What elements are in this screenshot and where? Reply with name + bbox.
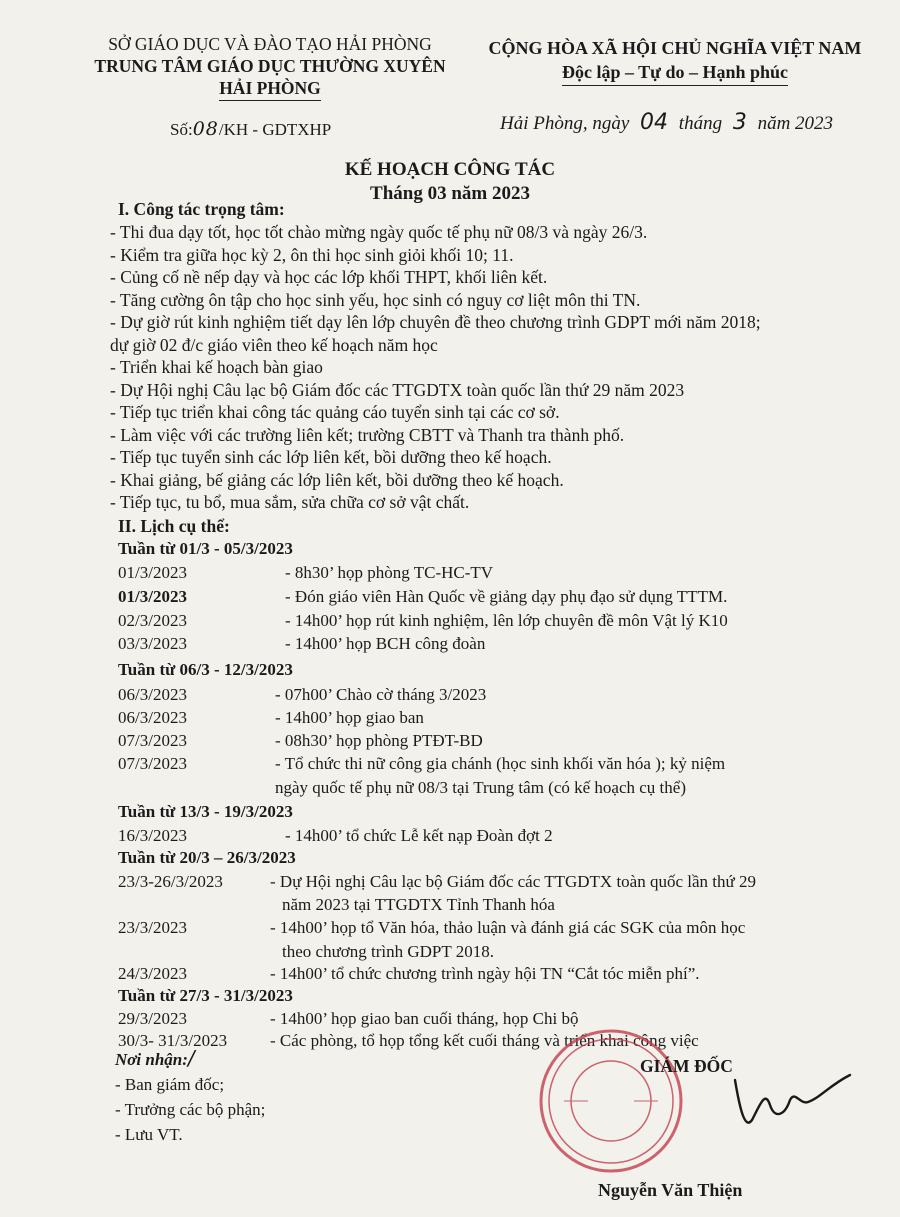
recipient-item: - Trưởng các bộ phận; <box>115 1100 266 1119</box>
signature-title: GIÁM ĐỐC <box>640 1056 733 1076</box>
recipient-item: - Ban giám đốc; <box>115 1075 225 1094</box>
list-item: - Tiếp tục tuyển sinh các lớp liên kết, bồi dưỡng theo kế hoạch. <box>110 447 552 467</box>
issuer-header <box>60 33 480 101</box>
schedule-date: 07/3/2023 <box>118 754 187 773</box>
schedule-text: - Tổ chức thi nữ công gia chánh (học sinh khối văn hóa ); kỷ niệm <box>275 754 726 773</box>
section-2-heading: II. Lịch cụ thể: <box>118 516 230 536</box>
schedule-text: - 14h00’ tổ chức chương trình ngày hội TN “Cắt tóc miễn phí”. <box>270 964 700 983</box>
document-date <box>500 110 833 135</box>
schedule-date: 23/3-26/3/2023 <box>118 872 223 891</box>
schedule-date: 06/3/2023 <box>118 708 187 727</box>
date-month-handwritten: 3 <box>732 110 747 135</box>
week-heading: Tuần từ 06/3 - 12/3/2023 <box>118 660 293 679</box>
schedule-text: - Các phòng, tổ họp tổng kết cuối tháng và triển khai công việc <box>270 1031 699 1050</box>
week-heading: Tuần từ 13/3 - 19/3/2023 <box>118 802 293 821</box>
schedule-text: - Đón giáo viên Hàn Quốc về giảng dạy phụ đạo sử dụng TTTM. <box>285 587 728 606</box>
schedule-date: 03/3/2023 <box>118 634 187 653</box>
list-item: - Kiểm tra giữa học kỳ 2, ôn thi học sinh giỏi khối 10; 11. <box>110 244 514 265</box>
schedule-date: 16/3/2023 <box>118 826 187 845</box>
list-item: - Dự giờ rút kinh nghiệm tiết dạy lên lớp chuyên đề theo chương trình GDPT mới năm 2018; <box>110 312 761 332</box>
issuer-org: TRUNG TÂM GIÁO DỤC THƯỜNG XUYÊN <box>94 56 446 76</box>
list-item: - Thi đua dạy tốt, học tốt chào mừng ngày quốc tế phụ nữ 08/3 và ngày 26/3. <box>110 222 648 242</box>
schedule-text: - 14h00’ họp giao ban <box>275 708 424 727</box>
section-1-list <box>110 221 850 514</box>
schedule-text: - 8h30’ họp phòng TC-HC-TV <box>285 563 494 582</box>
list-item: - Tiếp tục, tu bổ, mua sắm, sửa chữa cơ sở vật chất. <box>110 492 470 512</box>
list-item: - Khai giảng, bế giảng các lớp liên kết, bồi dưỡng theo kế hoạch. <box>110 469 564 490</box>
week-heading: Tuần từ 20/3 – 26/3/2023 <box>118 848 296 867</box>
title-main: KẾ HOẠCH CÔNG TÁC <box>344 159 556 180</box>
schedule-text: ngày quốc tế phụ nữ 08/3 tại Trung tâm (có kế hoạch cụ thể) <box>275 778 686 797</box>
recipients-label: Nơi nhận: <box>115 1050 188 1069</box>
schedule-date: 23/3/2023 <box>118 918 187 937</box>
recipient-item: - Lưu VT. <box>115 1125 183 1144</box>
schedule-date: 24/3/2023 <box>118 964 187 983</box>
list-item: - Làm việc với các trường liên kết; trường CBTT và Thanh tra thành phố. <box>110 424 625 445</box>
schedule-date: 29/3/2023 <box>118 1009 187 1028</box>
signer-name: Nguyễn Văn Thiện <box>598 1180 743 1200</box>
schedule-date: 30/3- 31/3/2023 <box>118 1031 228 1050</box>
schedule-text: - 14h00’ tổ chức Lễ kết nạp Đoàn đợt 2 <box>285 826 553 845</box>
week-heading: Tuần từ 01/3 - 05/3/2023 <box>118 539 293 558</box>
national-header <box>470 36 880 86</box>
document-number <box>170 118 331 140</box>
schedule-date: 06/3/2023 <box>118 685 187 704</box>
schedule-date: 01/3/2023 <box>118 563 187 582</box>
schedule-text: - 08h30’ họp phòng PTĐT-BD <box>275 731 483 750</box>
official-red-stamp <box>536 1026 686 1176</box>
issuer-parent-org: SỞ GIÁO DỤC VÀ ĐÀO TẠO HẢI PHÒNG <box>108 34 432 54</box>
week-heading: Tuần từ 27/3 - 31/3/2023 <box>118 986 293 1005</box>
schedule-text: - Dự Hội nghị Câu lạc bộ Giám đốc các TTGDTX toàn quốc lần thứ 29 <box>270 872 756 891</box>
date-day-handwritten: 04 <box>640 110 669 135</box>
schedule-text: - 07h00’ Chào cờ tháng 3/2023 <box>275 685 487 704</box>
section-1-heading: I. Công tác trọng tâm: <box>118 199 285 219</box>
list-item: - Triển khai kế hoạch bàn giao <box>110 357 323 377</box>
title-sub: Tháng 03 năm 2023 <box>370 183 530 204</box>
national-title: CỘNG HÒA XÃ HỘI CHỦ NGHĨA VIỆT NAM <box>488 38 862 58</box>
schedule-text: - 14h00’ họp BCH công đoàn <box>285 634 486 653</box>
schedule-date: 07/3/2023 <box>118 731 187 750</box>
date-month-label: tháng <box>678 113 723 134</box>
list-item: - Tiếp tục triển khai công tác quảng cáo tuyển sinh tại các cơ sở. <box>110 402 560 422</box>
list-item: dự giờ 02 đ/c giáo viên theo kế hoạch năm học <box>110 334 438 355</box>
schedule-date: 02/3/2023 <box>118 611 187 630</box>
schedule-text: năm 2023 tại TTGDTX Tỉnh Thanh hóa <box>282 895 555 914</box>
issuer-city: HẢI PHÒNG <box>219 77 321 101</box>
date-year: năm 2023 <box>757 113 834 134</box>
list-item: - Củng cố nề nếp dạy và học các lớp khối THPT, khối liên kết. <box>110 267 548 287</box>
date-prefix: Hải Phòng, ngày <box>500 113 630 134</box>
schedule-text: - 14h00’ họp giao ban cuối tháng, họp Chi bộ <box>270 1009 579 1028</box>
document-number-handwritten: 08 <box>192 118 219 140</box>
schedule-text: - 14h00’ họp rút kinh nghiệm, lên lớp chuyên đề môn Vật lý K10 <box>285 611 728 630</box>
recipients-block <box>115 1046 265 1147</box>
national-motto: Độc lập – Tự do – Hạnh phúc <box>562 60 788 86</box>
list-item: - Tăng cường ôn tập cho học sinh yếu, học sinh có nguy cơ liệt môn thi TN. <box>110 289 641 310</box>
schedule-text: theo chương trình GDPT 2018. <box>282 942 494 961</box>
schedule-text: - 14h00’ họp tổ Văn hóa, thảo luận và đánh giá các SGK của môn học <box>270 918 746 937</box>
handwritten-signature <box>730 1060 860 1140</box>
document-number-prefix: Số: <box>170 120 193 139</box>
recipients-handwritten-mark: / <box>187 1046 195 1070</box>
list-item: - Dự Hội nghị Câu lạc bộ Giám đốc các TTGDTX toàn quốc lần thứ 29 năm 2023 <box>110 379 685 400</box>
schedule-date: 01/3/2023 <box>118 587 187 606</box>
document-number-suffix: /KH - GDTXHP <box>218 120 332 139</box>
